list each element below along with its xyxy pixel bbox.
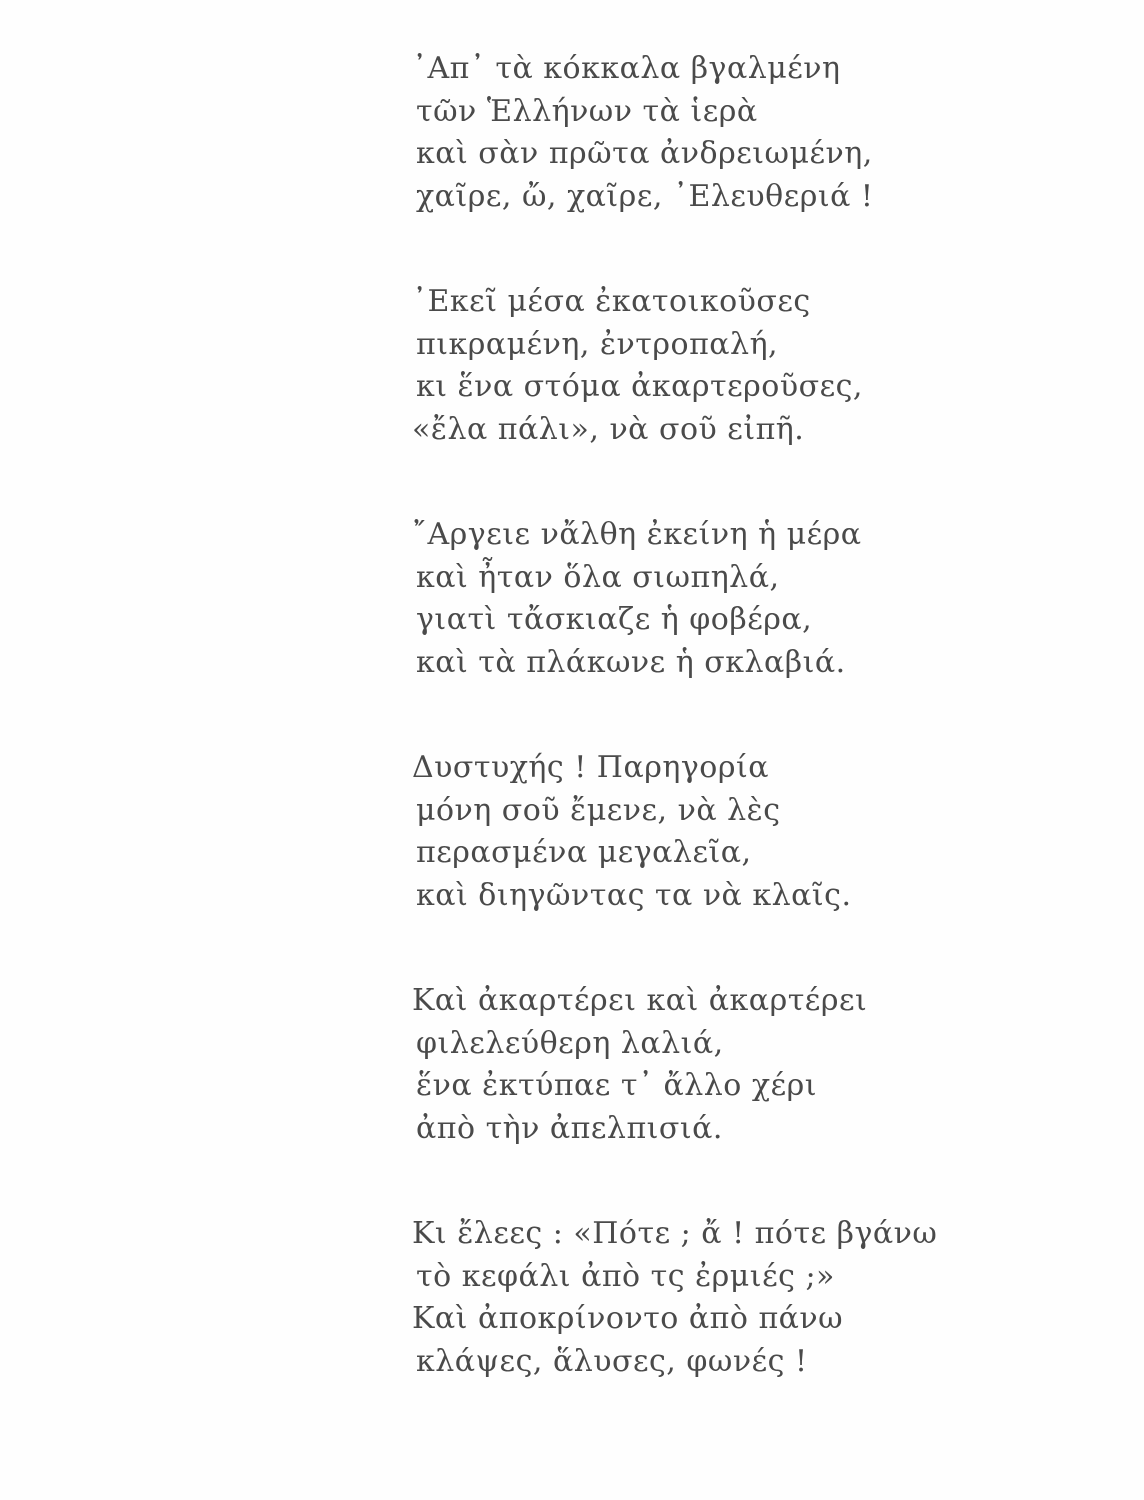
poem-line: φιλελεύθερη λαλιά, [416, 1025, 724, 1061]
poem-line: Κι ἔλεες : «Πότε ; ἄ ! πότε βγάνω [412, 1216, 938, 1251]
stanza-6 [412, 1213, 1112, 1383]
stanza-1 [412, 48, 1112, 218]
poem-line: κλάψες, ἅλυσες, φωνές ! [416, 1343, 808, 1379]
stanza-3 [412, 514, 1112, 684]
poem-line: ἕνα ἐκτύπαε τ᾽ ἄλλο χέρι [416, 1068, 818, 1103]
poem-line: τὸ κεφάλι ἀπὸ τς ἐρμιές ;» [416, 1258, 835, 1294]
poem-line: καὶ σὰν πρῶτα ἀνδρειωμένη, [416, 136, 873, 171]
poem-line: Δυστυχής ! Παρηγορία [412, 750, 769, 785]
poem-line: κι ἕνα στόμα ἀκαρτεροῦσες, [416, 369, 863, 404]
poem-line: ᾽Απ᾽ τὰ κόκκαλα βγαλμένη [412, 51, 841, 86]
poem-line: ᾽Εκεῖ μέσα ἐκατοικοῦσες [412, 284, 811, 319]
poem-line: χαῖρε, ὤ, χαῖρε, ᾽Ελευθεριά ! [416, 178, 874, 214]
poem-line: πικραμένη, ἐντροπαλή, [416, 326, 779, 362]
poem-line: Καὶ ἀκαρτέρει καὶ ἀκαρτέρει [412, 983, 868, 1018]
poem-line: ῎Αργειε νἄλθη ἐκείνη ἡ μέρα [412, 517, 862, 552]
poem-line: ἀπὸ τὴν ἀπελπισιά. [416, 1110, 723, 1146]
poem-line: Καὶ ἀποκρίνοντο ἀπὸ πάνω [412, 1301, 844, 1336]
poem-line: καὶ ἦταν ὅλα σιωπηλά, [416, 559, 780, 595]
poem-line: γιατὶ τἄσκιαζε ἡ φοβέρα, [416, 602, 813, 637]
poem [412, 48, 1112, 1446]
poem-line: τῶν Ἑλλήνων τὰ ἱερὰ [416, 93, 758, 129]
poem-line: μόνη σοῦ ἔμενε, νὰ λὲς [416, 792, 781, 828]
poem-line: καὶ τὰ πλάκωνε ἡ σκλαβιά. [416, 644, 846, 680]
poem-line: «ἔλα πάλι», νὰ σοῦ εἰπῆ. [412, 411, 805, 447]
poem-line: περασμένα μεγαλεῖα, [416, 835, 752, 870]
stanza-2 [412, 281, 1112, 451]
stanza-5 [412, 980, 1112, 1150]
stanza-4 [412, 747, 1112, 917]
poem-line: καὶ διηγῶντας τα νὰ κλαῖς. [416, 877, 852, 913]
